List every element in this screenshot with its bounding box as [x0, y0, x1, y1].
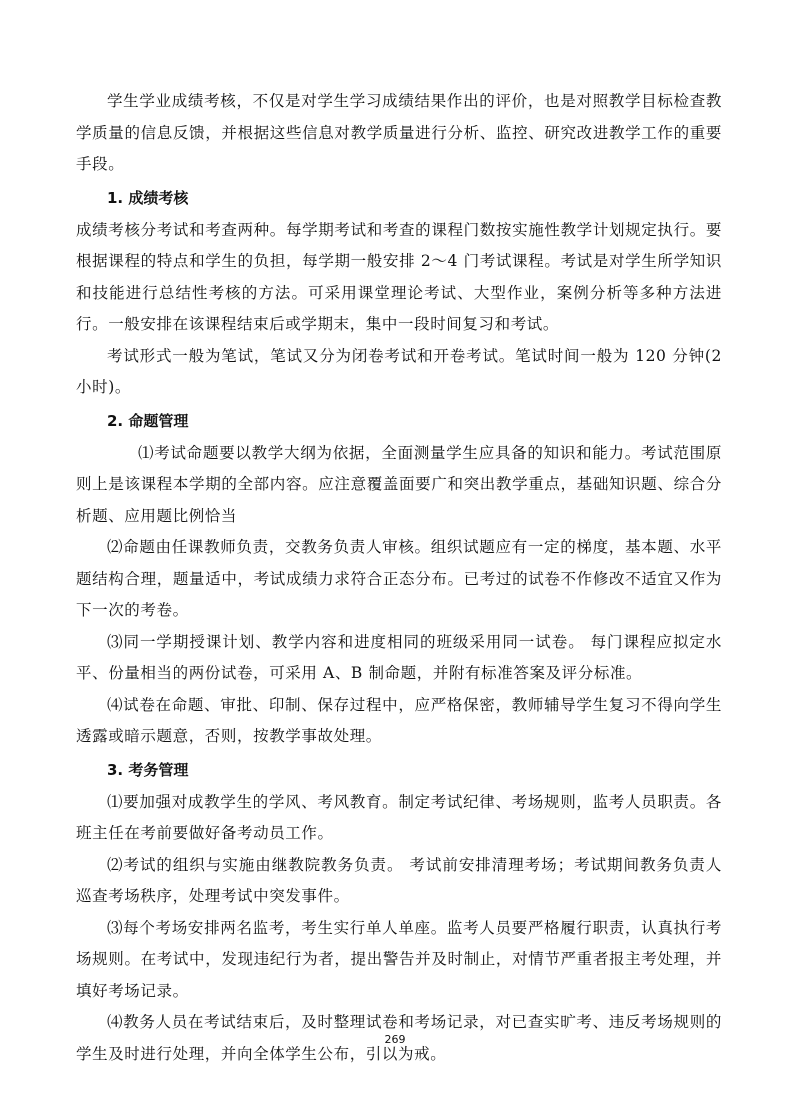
list-item: ⑵命题由任课教师负责，交教务负责人审核。组织试题应有一定的梯度，基本题、水平题结构合理，题量适中，考试成绩力求符合正态分布。已考过的试卷不作修改不适宜又作为下一次的考卷。 [76, 538, 722, 619]
list-item: ⑷教务人员在考试结束后，及时整理试卷和考场记录，对已查实旷考、违反考场规则的学生及时进行处理，并向全体学生公布，引以为戒。 [76, 1013, 722, 1063]
list-item: ⑶每个考场安排两名监考，考生实行单人单座。监考人员要严格履行职责，认真执行考场规则。在考试中，发现违纪行为者，提出警告并及时制止，对情节严重者报主考处理，并填好考场记录。 [76, 918, 722, 1000]
intro-paragraph: 学生学业成绩考核，不仅是对学生学习成绩结果作出的评价，也是对照教学目标检查教学质量的信息反馈，并根据这些信息对教学质量进行分析、监控、研究改进教学工作的重要手段。 [76, 92, 722, 173]
section-heading-exam-setting: 2. 命题管理 [107, 411, 189, 430]
paragraph: 考试形式一般为笔试，笔试又分为闭卷考试和开卷考试。笔试时间一般为 120 分钟(2 小时)。 [76, 346, 722, 396]
list-item: ⑵考试的组织与实施由继教院教务负责。 考试前安排清理考场；考试期间教务负责人巡查考场秩序，处理考试中突发事件。 [76, 855, 722, 905]
list-item: ⑷试卷在命题、审批、印制、保存过程中，应严格保密，教师辅导学生复习不得向学生透露或暗示题意，否则，按教学事故处理。 [76, 695, 722, 745]
list-item: ⑴要加强对成教学生的学风、考风教育。制定考试纪律、考场规则，监考人员职责。各班主任在考前要做好备考动员工作。 [76, 792, 722, 842]
section-heading-grade-assessment: 1. 成绩考核 [107, 188, 189, 207]
list-item: ⑴考试命题要以教学大纲为依据，全面测量学生应具备的知识和能力。考试范围原则上是该课程本学期的全部内容。应注意覆盖面要广和突出教学重点，基础知识题、综合分析题、应用题比例恰当 [76, 443, 722, 525]
page-content [76, 86, 722, 1070]
paragraph: 成绩考核分考试和考查两种。每学期考试和考查的课程门数按实施性教学计划规定执行。要根据课程的特点和学生的负担，每学期一般安排 2～4 门考试课程。考试是对学生所学知识和技能进行总结性考核的方法。可采用课堂理论考试、大型作业，案例分析等多种方法进行。一般安排在该课程结束后或学期末，集中一段时间复习和考试。 [76, 220, 722, 333]
section-heading-exam-administration: 3. 考务管理 [107, 760, 189, 779]
page-number: 269 [384, 1033, 406, 1046]
list-item: ⑶同一学期授课计划、教学内容和进度相同的班级采用同一试卷。 每门课程应拟定水平、份量相当的两份试卷，可采用 A、B 制命题，并附有标准答案及评分标准。 [76, 632, 722, 682]
